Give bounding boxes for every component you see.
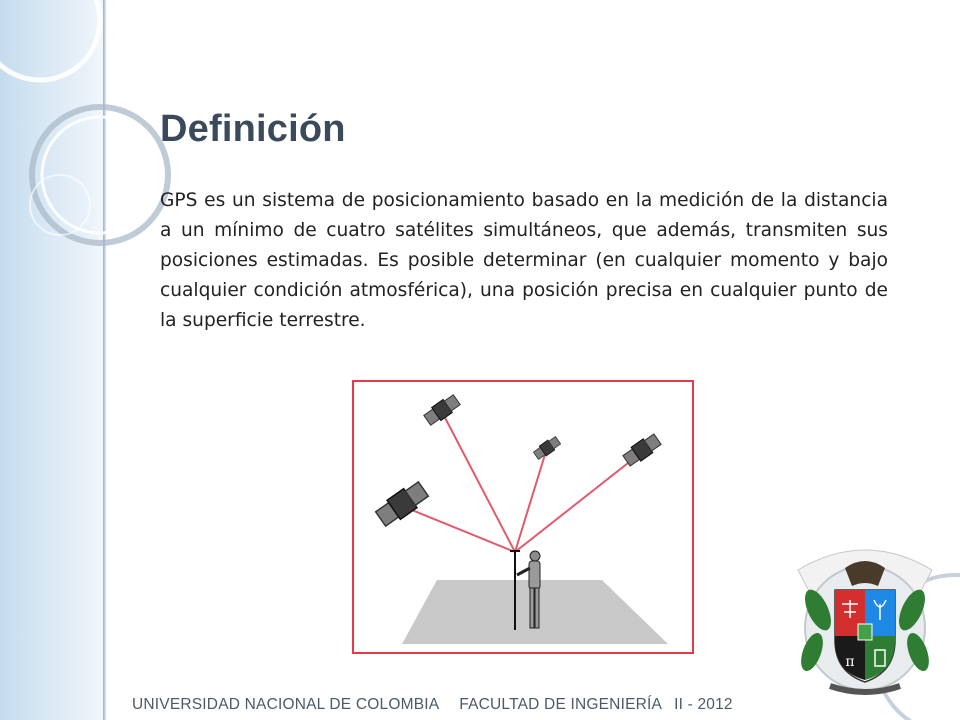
footer-term: II - 2012 — [674, 696, 733, 713]
slide-title: Definición — [160, 108, 346, 150]
footer-faculty: FACULTAD DE INGENIERÍA — [459, 696, 663, 713]
footer-university: UNIVERSIDAD NACIONAL DE COLOMBIA — [132, 696, 440, 713]
gps-diagram — [352, 380, 694, 654]
svg-text:π: π — [845, 654, 855, 670]
slide-footer — [132, 696, 733, 714]
slide-body-text: GPS es un sistema de posicionamiento basado en la medición de la distancia a un mínimo de cuatro satélites simultáneos, que además, transmiten sus posiciones estimadas. Es posible determinar (en cualquier momento y bajo cualquier condición atmosférica), una posición precisa en cualquier punto de la superficie terrestre. — [160, 190, 888, 331]
university-emblem-icon — [790, 540, 940, 700]
